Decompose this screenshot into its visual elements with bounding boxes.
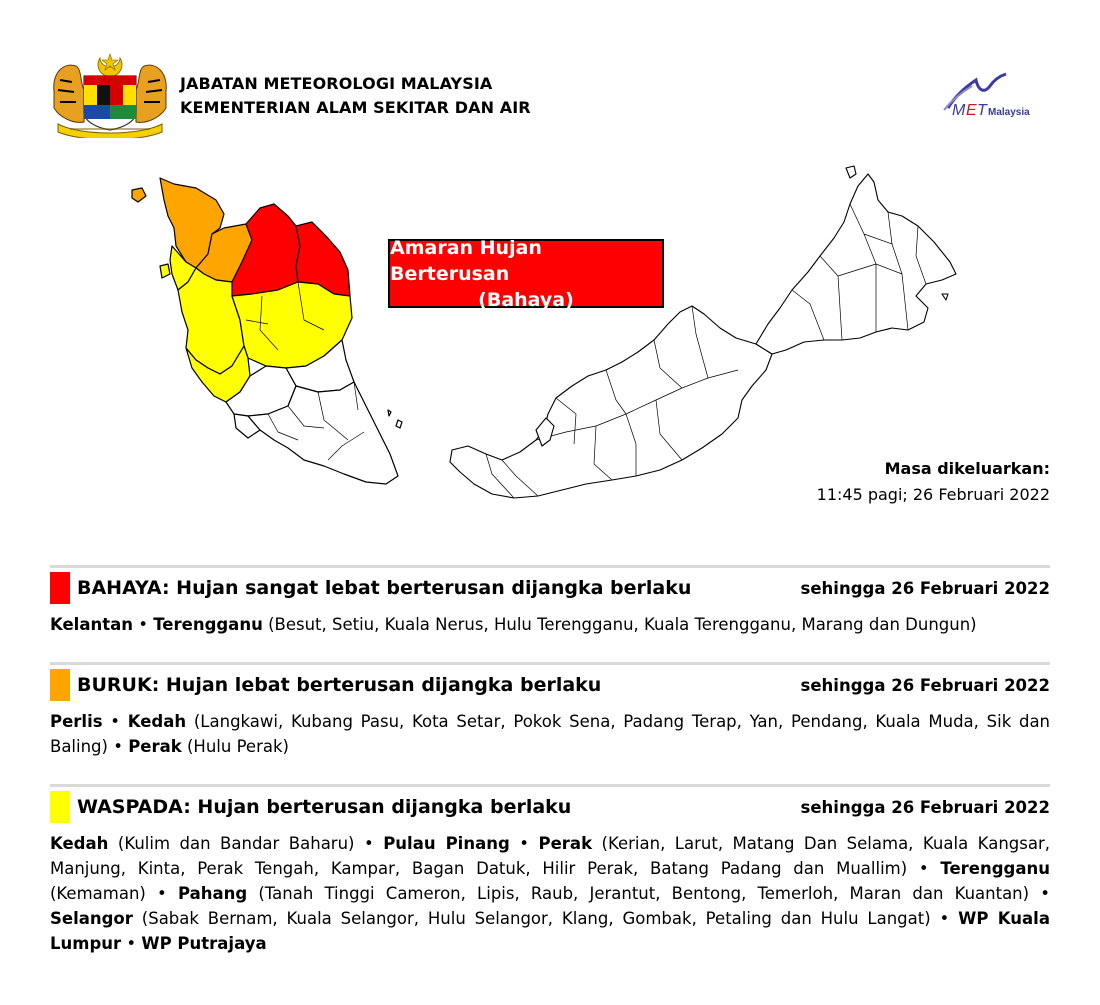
area-state: Pahang (177, 884, 248, 903)
area-districts: (Sabak Bernam, Kuala Selangor, Hulu Selangor, Klang, Gombak, Petaling dan Hulu Langat) (141, 909, 931, 928)
svg-text:T: T (977, 102, 987, 119)
svg-text:Malaysia: Malaysia (988, 107, 1030, 118)
met-malaysia-logo (934, 68, 1046, 120)
area-state: WP Putrajaya (141, 934, 267, 953)
warning-title-line2: (Bahaya) (478, 288, 574, 311)
area-state: Terengganu (940, 859, 1050, 878)
svg-text:E: E (966, 102, 977, 119)
area-state: Selangor (50, 909, 133, 928)
issued-time (817, 456, 1050, 508)
island-penang (160, 264, 170, 278)
area-state: WP Kuala Lumpur (50, 909, 1050, 953)
section-waspada (50, 784, 1050, 956)
waspada-title: WASPADA: Hujan berterusan dijangka berlaku (77, 796, 572, 818)
peninsular-malaysia-map (128, 170, 406, 492)
waspada-until: sehingga 26 Februari 2022 (800, 798, 1050, 817)
buruk-title: BURUK: Hujan lebat berterusan dijangka berlaku (77, 674, 602, 696)
warning-title-line1: Amaran Hujan Berterusan (390, 236, 542, 285)
area-state: Terengganu (153, 615, 263, 634)
buruk-until: sehingga 26 Februari 2022 (800, 676, 1050, 695)
area-districts: (Kerian, Larut, Matang Dan Selama, Kuala Kangsar, Manjung, Kinta, Perak Tengah, Kampar, Bagan Datuk, Hilir Perak, Batang Padang dan Muallim) (50, 834, 1050, 878)
issued-label: Masa dikeluarkan: (884, 459, 1050, 478)
area-districts: (Besut, Setiu, Kuala Nerus, Hulu Terengganu, Kuala Terengganu, Marang dan Dungun) (268, 615, 977, 634)
region-sarawak (450, 306, 772, 498)
department-name: JABATAN METEOROLOGI MALAYSIA (180, 74, 493, 93)
waspada-areas: Kedah (Kulim dan Bandar Baharu) • Pulau Pinang • Perak (Kerian, Larut, Matang Dan Selama, Kuala Kangsar, Manjung, Kinta, Perak Tengah, Kampar, Bagan Datuk, Hilir Perak, Batang Padang dan Muallim) • Terengganu (Kemaman) • Pahang (Tanah Tinggi Cameron, Lipis, Raub, Jerantut, Bentong, Temerloh, Maran dan Kuantan) • Selangor (Sabak Bernam, Kuala Selangor, Hulu Selangor, Klang, Gombak, Petaling dan Hulu Langat) • WP Kuala Lumpur • WP Putrajaya (50, 834, 1050, 953)
area-districts: (Kemaman) (50, 884, 146, 903)
bahaya-areas: Kelantan • Terengganu (Besut, Setiu, Kuala Nerus, Hulu Terengganu, Kuala Terengganu, Marang dan Dungun) (50, 615, 977, 634)
svg-text:M: M (952, 102, 966, 119)
area-districts: (Tanah Tinggi Cameron, Lipis, Raub, Jerantut, Bentong, Temerloh, Maran dan Kuantan) (258, 884, 1030, 903)
warning-title-box (388, 236, 664, 311)
area-state: Kelantan (50, 615, 133, 634)
header (50, 52, 1050, 142)
area-state: Pulau Pinang (383, 834, 510, 853)
area-districts: (Langkawi, Kubang Pasu, Kota Setar, Pokok Sena, Padang Terap, Yan, Pendang, Kuala Muda, Sik dan Baling) (50, 712, 1051, 756)
section-buruk (50, 662, 1050, 759)
issued-value: 11:45 pagi; 26 Februari 2022 (816, 485, 1050, 504)
coat-of-arms-icon (50, 52, 170, 138)
bahaya-swatch (50, 572, 70, 604)
bahaya-title: BAHAYA: Hujan sangat lebat berterusan dijangka berlaku (77, 577, 692, 599)
ministry-name: KEMENTERIAN ALAM SEKITAR DAN AIR (180, 98, 531, 117)
island-tioman (396, 420, 402, 428)
island-langkawi (132, 188, 146, 202)
area-state: Kedah (127, 712, 187, 731)
area-districts: (Hulu Perak) (186, 737, 289, 756)
region-sabah (756, 174, 956, 354)
buruk-areas: Perlis • Kedah (Langkawi, Kubang Pasu, Kota Setar, Pokok Sena, Padang Terap, Yan, Pendang, Kuala Muda, Sik dan Baling) • Perak (Hulu Perak) (50, 712, 1051, 756)
buruk-swatch (50, 669, 70, 701)
area-state: Kedah (50, 834, 109, 853)
area-districts: (Kulim dan Bandar Baharu) (117, 834, 355, 853)
bahaya-until: sehingga 26 Februari 2022 (800, 579, 1050, 598)
waspada-swatch (50, 791, 70, 823)
area-state: Perak (538, 834, 593, 853)
section-bahaya (50, 565, 1050, 637)
area-state: Perak (128, 737, 182, 756)
area-state: Perlis (50, 712, 103, 731)
